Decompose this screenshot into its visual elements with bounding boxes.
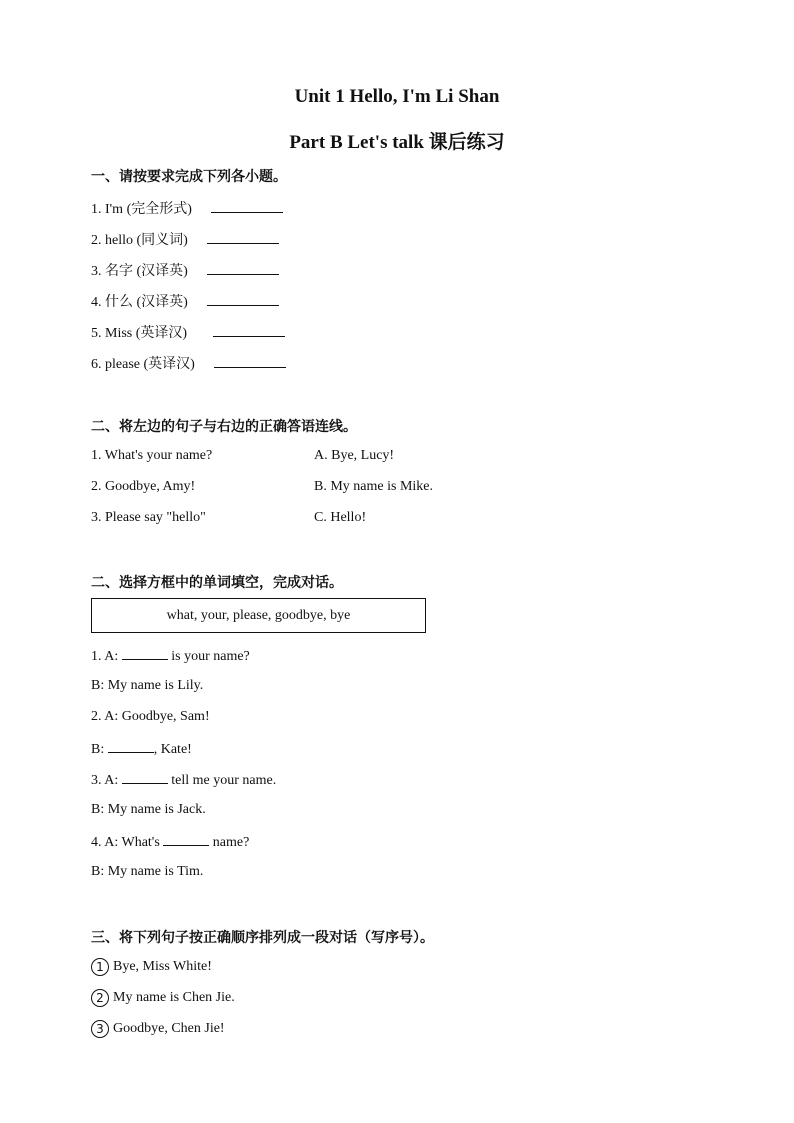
answer-blank[interactable] (207, 262, 279, 275)
word-bank-text: what, your, please, goodbye, bye (166, 607, 351, 623)
word-bank-box (91, 598, 426, 633)
worksheet-subtitle: Part B Let's talk 课后练习 (289, 132, 505, 153)
dialog-answer: B: My name is Jack. (91, 802, 206, 817)
section1-item: 3. 名字 (汉译英) (91, 260, 279, 280)
answer-blank[interactable] (207, 293, 279, 306)
section1-heading: 一、请按要求完成下列各小题。 (91, 170, 287, 185)
match-left-item: 1. What's your name? (91, 448, 213, 463)
section2-heading: 二、将左边的句子与右边的正确答语连线。 (91, 420, 357, 435)
answer-blank[interactable] (163, 833, 209, 846)
match-left-item: 2. Goodbye, Amy! (91, 479, 196, 494)
section1-item: 5. Miss (英译汉) (91, 322, 285, 342)
match-right-item: B. My name is Mike. (314, 479, 433, 494)
section1-item: 6. please (英译汉) (91, 353, 286, 373)
section1-item: 1. I'm (完全形式) (91, 198, 283, 218)
answer-blank[interactable] (213, 324, 285, 337)
match-right-item: A. Bye, Lucy! (314, 448, 395, 463)
section1-item: 4. 什么 (汉译英) (91, 291, 279, 311)
circled-number: 3 (91, 1020, 109, 1038)
worksheet-title: Unit 1 Hello, I'm Li Shan (294, 86, 500, 107)
answer-blank[interactable] (214, 355, 286, 368)
answer-blank[interactable] (122, 771, 168, 784)
section4-heading: 三、将下列句子按正确顺序排列成一段对话（写序号）。 (91, 931, 434, 946)
dialog-question: 1. A: is your name? (91, 649, 250, 664)
dialog-question: 4. A: What's name? (91, 835, 250, 850)
dialog-answer: B: , Kate! (91, 742, 192, 757)
match-right-item: C. Hello! (314, 510, 367, 525)
order-item: 3 Goodbye, Chen Jie! (91, 1020, 225, 1038)
circled-number: 2 (91, 989, 109, 1007)
dialog-answer: B: My name is Tim. (91, 864, 204, 879)
answer-blank[interactable] (122, 647, 168, 660)
dialog-question: 3. A: tell me your name. (91, 773, 277, 788)
circled-number: 1 (91, 958, 109, 976)
dialog-question: 2. A: Goodbye, Sam! (91, 709, 210, 724)
order-item: 1 Bye, Miss White! (91, 958, 212, 976)
answer-blank[interactable] (207, 231, 279, 244)
answer-blank[interactable] (108, 740, 154, 753)
section1-item: 2. hello (同义词) (91, 229, 279, 249)
order-item: 2 My name is Chen Jie. (91, 989, 235, 1007)
match-left-item: 3. Please say "hello" (91, 510, 206, 525)
dialog-answer: B: My name is Lily. (91, 678, 204, 693)
answer-blank[interactable] (211, 200, 283, 213)
section3-heading: 二、选择方框中的单词填空，完成对话。 (91, 576, 343, 591)
